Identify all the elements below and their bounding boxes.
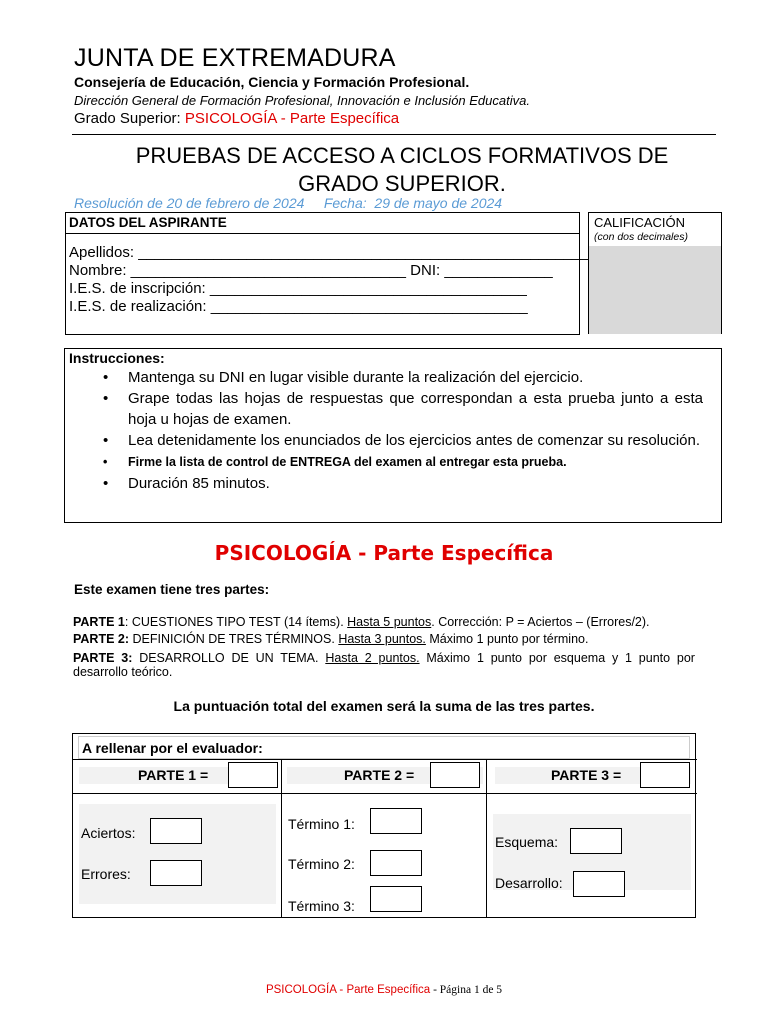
instructions-list	[103, 359, 703, 494]
parte-2-text: DEFINICIÓN DE TRES TÉRMINOS.	[129, 632, 339, 646]
section-title: PSICOLOGÍA - Parte Específica	[214, 541, 554, 565]
parte1-label: PARTE 1 =	[138, 767, 209, 783]
parte-3-points: Hasta 2 puntos.	[325, 651, 420, 665]
instructions-box	[64, 348, 722, 523]
document-title	[100, 142, 704, 198]
parte-1-label: PARTE 1	[73, 615, 125, 629]
exam-intro: Este examen tiene tres partes:	[74, 582, 270, 597]
grade-box-header	[589, 213, 721, 247]
parte3-score-box[interactable]	[640, 762, 690, 788]
termino-1-box[interactable]	[370, 808, 422, 834]
instructions-title: Instrucciones:	[69, 350, 165, 366]
footer-subject: PSICOLOGÍA - Parte Específica	[265, 984, 431, 996]
applicant-data-header: DATOS DEL ASPIRANTE	[69, 215, 227, 230]
evaluator-header: A rellenar por el evaluador:	[78, 736, 690, 759]
parte-2-points: Hasta 3 puntos.	[338, 632, 426, 646]
resolution-date: Resolución de 20 de febrero de 2024 Fecha: 29 de mayo de 2024	[74, 195, 503, 211]
termino-2-label: Término 2:	[288, 856, 355, 872]
parte2-label: PARTE 2 =	[344, 767, 415, 783]
parte-2-rest: Máximo 1 punto por término.	[425, 632, 589, 646]
termino-3-box[interactable]	[370, 886, 422, 912]
grado-value: PSICOLOGÍA - Parte Específica	[184, 110, 400, 127]
parte-3-text: DESARROLLO DE UN TEMA.	[132, 651, 326, 665]
parte3-label: PARTE 3 =	[551, 767, 622, 783]
grado-line	[74, 110, 399, 127]
grade-input-area[interactable]	[589, 246, 721, 334]
instruction-item: • Mantenga su DNI en lugar visible durante la realización del ejercicio.	[103, 367, 703, 388]
grade-sublabel: (con dos decimales)	[594, 231, 688, 243]
aciertos-label: Aciertos:	[81, 825, 136, 841]
parte-1-text: : CUESTIONES TIPO TEST (14 ítems).	[124, 615, 348, 629]
page-footer	[0, 984, 768, 996]
total-score-note: La puntuación total del examen será la suma de las tres partes.	[173, 698, 595, 714]
applicant-header-divider	[66, 233, 579, 234]
parte2-score-box[interactable]	[430, 762, 480, 788]
ies-realizacion-field[interactable]: I.E.S. de realización: ______________________________________	[69, 298, 528, 315]
aciertos-box[interactable]	[150, 818, 202, 844]
parte-1-rest: . Corrección: P = Aciertos – (Errores/2).	[431, 615, 650, 629]
parte-2-label: PARTE 2:	[73, 632, 130, 646]
termino-3-label: Término 3:	[288, 898, 355, 914]
instruction-item: • Duración 85 minutos.	[103, 473, 703, 494]
termino-1-label: Término 1:	[288, 816, 355, 832]
footer-page-number: - Página 1 de 5	[430, 984, 503, 996]
header-divider	[72, 134, 716, 135]
errores-label: Errores:	[81, 866, 131, 882]
title-line-1: PRUEBAS DE ACCESO A CICLOS FORMATIVOS DE	[135, 143, 669, 168]
grade-box	[588, 212, 722, 334]
title-line-2: GRADO SUPERIOR.	[298, 171, 506, 196]
apellidos-field[interactable]: Apellidos: ______________________________________________________	[69, 244, 589, 261]
parte1-score-box[interactable]	[228, 762, 278, 788]
instruction-item: • Lea detenidamente los enunciados de los ejercicios antes de comenzar su resolución.	[103, 430, 703, 451]
column-divider-1	[281, 759, 282, 918]
parte-1-points: Hasta 5 puntos	[347, 615, 432, 629]
desarrollo-label: Desarrollo:	[495, 875, 563, 891]
org-title: JUNTA DE EXTREMADURA	[74, 44, 396, 72]
parte-3-rest: Máximo 1 punto por esquema y 1 punto por desarrollo teórico.	[73, 651, 695, 679]
evaluator-table	[72, 733, 696, 918]
ies-inscripcion-field[interactable]: I.E.S. de inscripción: ______________________________________	[69, 280, 527, 297]
esquema-label: Esquema:	[495, 834, 559, 850]
esquema-box[interactable]	[570, 828, 622, 854]
instruction-item: • Grape todas las hojas de respuestas que correspondan a esta prueba junto a esta hoja u hojas de examen.	[103, 388, 703, 430]
column-divider-2	[486, 759, 487, 918]
parte-1-description	[73, 615, 695, 629]
parte-3-description	[73, 651, 695, 679]
parte-2-description	[73, 632, 695, 646]
errores-box[interactable]	[150, 860, 202, 886]
grade-label: CALIFICACIÓN	[594, 215, 686, 230]
desarrollo-box[interactable]	[573, 871, 625, 897]
parte-3-label: PARTE 3:	[73, 651, 133, 665]
direccion-general: Dirección General de Formación Profesional, Innovación e Inclusión Educativa.	[74, 93, 530, 108]
applicant-data-box	[65, 212, 589, 335]
instruction-item: • Firme la lista de control de ENTREGA del examen al entregar esta prueba.	[103, 451, 703, 473]
grado-label: Grado Superior:	[74, 110, 185, 127]
consejeria: Consejería de Educación, Ciencia y Formación Profesional.	[74, 74, 470, 90]
nombre-dni-field[interactable]: Nombre: _________________________________ DNI: _____________	[69, 262, 553, 279]
termino-2-box[interactable]	[370, 850, 422, 876]
